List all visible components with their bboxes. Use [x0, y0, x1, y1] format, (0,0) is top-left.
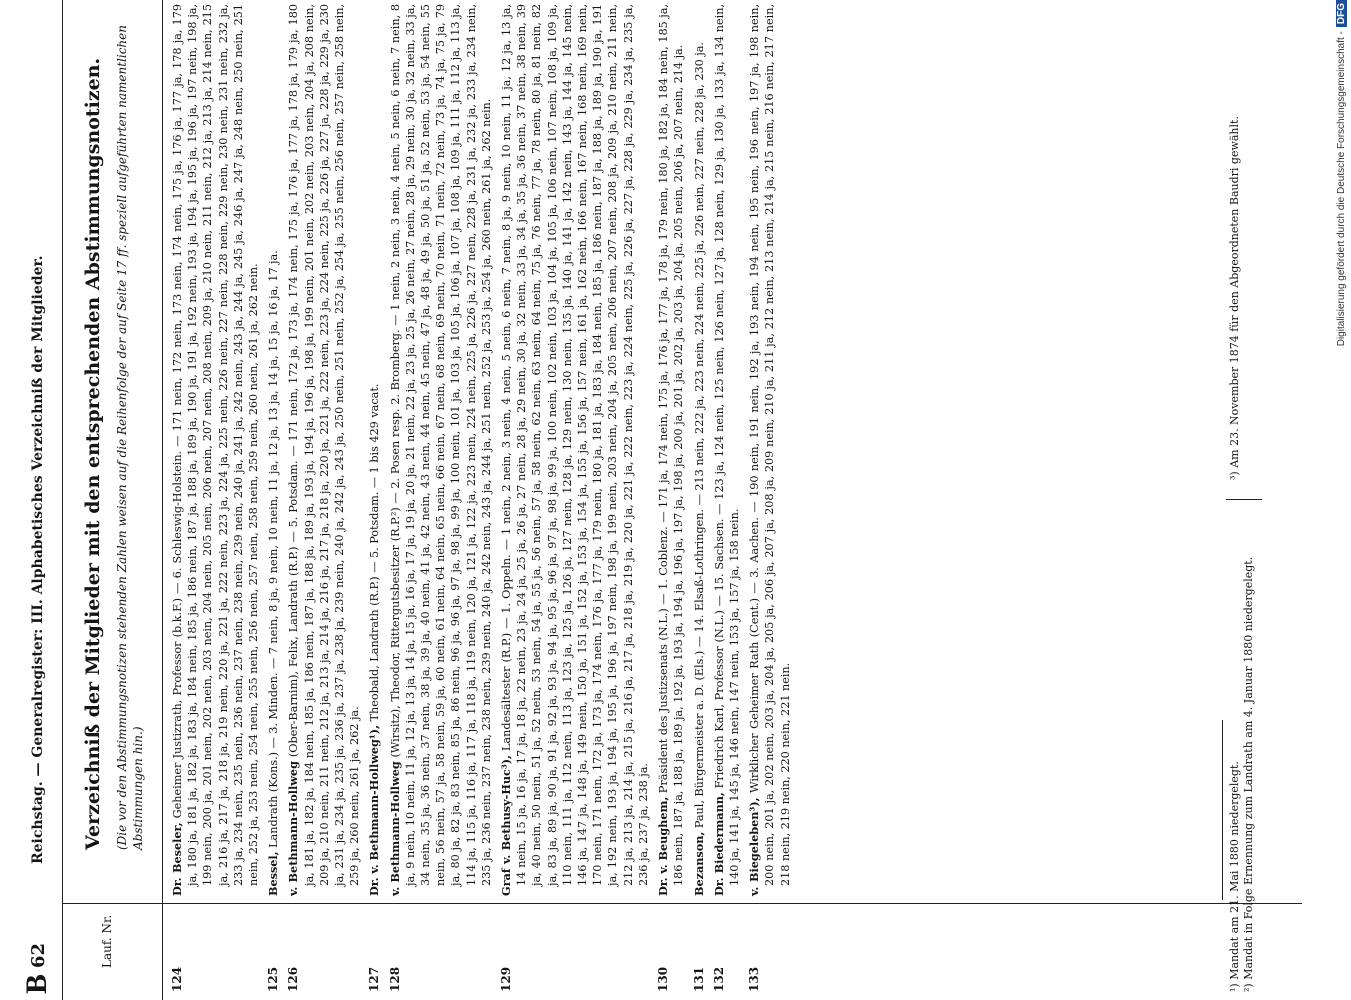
member-entry: [170, 4, 261, 992]
member-entries: [170, 4, 798, 992]
footnote: ¹) Mandat am 21. Mai 1880 niedergelegt.: [1228, 761, 1241, 992]
entry-text: Landrath (Kons.) — 3. Minden. — 7 nein, 8 ja, 9 nein, 10 nein, 11 ja, 12 ja, 13 ja, 14 ja, 15 ja, 16 ja, 17 ja.: [267, 250, 281, 848]
member-entry: [367, 4, 382, 992]
footnote: ³) Am 23. November 1874 für den Abgeordneten Baudri gewählt.: [1228, 116, 1241, 480]
section-title: Verzeichniß der Mitglieder mit den entsprechenden Abstimmungsnotizen.: [82, 57, 104, 850]
entry-text: Paul, Bürgermeister a. D. (Els.) — 14. Elsaß-Lothringen. — 213 nein, 222 ja, 223 nein, 224 nein, 225 ja, 226 nein, 227 nein, 228 ja, 230 ja.: [692, 42, 706, 829]
entry-name: v. Bethmann-Hollweg: [387, 761, 402, 896]
entry-body: [692, 4, 707, 896]
entry-text: Geheimer Justizrath, Professor (b.k.F.) — 6. Schleswig-Holstein. — 171 nein, 172 nein, 173 nein, 174 nein, 175 ja, 176 ja, 177 ja, 178 ja, 179 ja, 180 ja, 181 ja, 182 ja, 183 ja, 184 nein, 185 ja, 186 nein, 187 ja, 188 ja, 189 ja, 190 ja, 191 ja, 192 nein, 193 ja, 194 ja, 195 ja, 196 ja, 197 nein, 198 ja, 199 nein, 200 ja, 201 nein, 202 nein, 203 nein, 204 nein, 205 nein, 206 nein, 207 nein, 208 nein, 209 ja, 210 nein, 211 nein, 212 ja, 213 ja, 214 nein, 215 ja, 216 ja, 217 ja, 218 ja, 219 nein, 220 ja, 221 ja, 222 nein, 223 ja, 224 ja, 225 nein, 226 nein, 227 nein, 228 nein, 229 nein, 230 nein, 231 nein, 232 ja, 233 ja, 234 nein, 235 nein, 236 nein, 237 nein, 238 nein, 239 nein, 240 ja, 241 ja, 242 nein, 243 ja, 244 ja, 245 ja, 246 ja, 247 ja, 248 nein, 250 nein, 251 nein, 252 ja, 253 nein, 254 nein, 255 nein, 256 nein, 257 nein, 258 nein, 259 nein, 260 nein, 261 ja, 262 nein.: [171, 3, 261, 886]
entry-name: v. Biegeleben³),: [747, 797, 762, 896]
member-entry: [499, 4, 651, 992]
page-number-text: 62: [28, 942, 49, 968]
entry-number: 124: [170, 966, 184, 992]
entry-name: Bessel,: [266, 851, 281, 896]
member-entry: [266, 4, 281, 992]
footnote-divider: [1226, 499, 1262, 500]
entry-text: (Ober-Barnim), Felix, Landrath (R.P.) — 5. Potsdam. — 171 nein, 172 ja, 173 ja, 174 nein, 175 ja, 176 ja, 177 ja, 178 ja, 179 ja, 180 ja, 181 ja, 182 ja, 184 nein, 185 ja, 186 nein, 187 ja, 188 ja, 189 ja, 193 ja, 194 ja, 196 ja, 198 ja, 199 nein, 201 nein, 202 nein, 203 nein, 204 ja, 208 nein, 209 ja, 210 nein, 211 nein, 212 ja, 213 ja, 214 ja, 216 ja, 217 ja, 218 ja, 220 ja, 221 ja, 222 nein, 223 ja, 224 nein, 225 ja, 226 ja, 227 ja, 228 ja, 229 ja, 230 ja, 231 ja, 234 ja, 235 ja, 236 ja, 237 ja, 238 ja, 239 nein, 240 ja, 242 ja, 243 ja, 250 nein, 251 nein, 252 ja, 254 ja, 255 nein, 256 nein, 257 nein, 258 nein, 259 ja, 260 nein, 261 ja, 262 ja.: [287, 3, 362, 886]
entry-name: Dr. Beseler,: [170, 822, 184, 896]
footnotes-left: [1228, 522, 1256, 992]
entry-name: Dr. v. Bethmann-Hollweg¹),: [367, 725, 382, 896]
entry-text: (Wirsitz), Theodor, Rittergutsbesitzer (R.P.²) — 2. Posen resp. 2. Bromberg. — 1 nein, 2 nein, 3 nein, 4 nein, 5 nein, 6 nein, 7 nein, 8 ja, 9 nein, 10 nein, 11 ja, 12 ja, 13 ja, 14 ja, 15 ja, 16 ja, 17 ja, 19 ja, 20 ja, 21 nein, 22 ja, 23 ja, 25 ja, 26 nein, 27 nein, 28 ja, 29 nein, 30 ja, 32 nein, 33 ja, 34 nein, 35 ja, 36 nein, 37 nein, 38 ja, 39 ja, 40 nein, 41 ja, 42 nein, 43 nein, 44 nein, 45 nein, 47 ja, 48 ja, 49 ja, 50 ja, 51 ja, 52 nein, 53 ja, 54 nein, 55 nein, 56 nein, 57 ja, 58 nein, 59 ja, 60 nein, 61 nein, 64 nein, 65 nein, 66 nein, 67 nein, 68 nein, 69 nein, 70 nein, 71 nein, 72 nein, 73 ja, 74 ja, 75 ja, 79 ja, 80 ja, 82 ja, 83 nein, 85 ja, 86 nein, 96 ja, 96 ja, 97 ja, 98 ja, 99 ja, 100 nein, 101 ja, 103 ja, 105 ja, 106 ja, 107 ja, 108 ja, 109 ja, 111 ja, 112 ja, 113 ja, 114 ja, 115 ja, 116 ja, 117 ja, 118 ja, 119 nein, 120 ja, 121 ja, 122 ja, 223 nein, 224 nein, 225 ja, 226 ja, 227 nein, 228 ja, 231 ja, 232 ja, 233 ja, 234 nein, 235 ja, 236 nein, 237 nein, 238 nein, 239 nein, 240 ja, 242 nein, 243 ja, 244 ja, 251 nein, 252 ja, 253 ja, 254 ja, 260 nein, 261 ja, 262 nein.: [388, 4, 493, 886]
entry-text: Theobald, Landrath (R.P.) — 5. Potsdam. — 1 bis 429 vacat.: [368, 383, 382, 722]
entry-text: Friedrich Karl, Professor (N.L.) — 15. Sachsen. — 123 ja, 124 nein, 125 nein, 126 nein, 127 ja, 128 nein, 129 ja, 130 ja, 133 ja, 134 nein, 140 ja, 141 ja, 145 ja, 146 nein, 147 nein, 153 ja, 157 ja, 158 nein.: [712, 4, 741, 886]
entry-number: 129: [499, 966, 514, 992]
entry-name: Graf v. Bethusy-Huc³),: [499, 755, 514, 896]
digitization-text: Digitalisierung gefördert durch die Deutsche Forschungsgemeinschaft -: [1336, 31, 1347, 347]
section-marker: B: [20, 973, 53, 994]
table-head-rule: [162, 0, 163, 1000]
entry-body: [266, 4, 281, 896]
entry-number: 133: [747, 966, 762, 992]
entry-name: Dr. v. Beughem,: [656, 796, 671, 896]
entry-body: [170, 4, 261, 896]
entry-number: 132: [711, 966, 726, 992]
entry-body: [656, 4, 686, 896]
entry-body: [367, 4, 382, 896]
member-entry: [692, 4, 707, 992]
entry-name: Bezanson,: [691, 831, 706, 896]
footnote-rule: [1222, 720, 1223, 900]
entry-body: [388, 4, 494, 896]
page-number: [20, 884, 54, 994]
running-head: Reichstag. — Generalregister: III. Alphabetisches Verzeichniß der Mitglieder.: [30, 255, 46, 864]
header-rule: [62, 0, 63, 1000]
digitization-credit: [1336, 0, 1347, 980]
entry-number: 125: [266, 966, 281, 992]
entry-number: 128: [387, 966, 402, 992]
entry-number: 131: [691, 966, 706, 992]
entry-number: 127: [367, 966, 382, 992]
section-note: (Die vor den Abstimmungsnotizen stehenden Zahlen weisen auf die Reihenfolge der auf Seite 17 ff. speziell aufgeführten namentlichen Abstimmungen hin.): [115, 25, 145, 850]
entry-text: Wirklicher Geheimer Rath (Cent.) — 3. Aachen. — 190 nein, 191 nein, 192 ja, 193 nein, 194 nein, 195 nein, 196 nein, 197 ja, 198 nein, 200 nein, 201 ja, 202 nein, 203 ja, 204 ja, 205 ja, 206 ja, 207 ja, 208 ja, 209 nein, 210 ja, 211 ja, 212 nein, 213 nein, 214 ja, 215 nein, 216 nein, 217 nein, 218 nein, 219 nein, 220 nein, 221 nein.: [748, 4, 792, 886]
column-head-lauf-nr: Lauf. Nr.: [100, 914, 114, 968]
entry-name: Dr. Biedermann,: [711, 792, 726, 896]
member-entry: [286, 4, 362, 992]
member-entry: [712, 4, 742, 992]
dfg-logo: DFG: [1336, 0, 1347, 27]
member-entry: [656, 4, 686, 992]
member-entry: [388, 4, 494, 992]
member-entry: [747, 4, 793, 992]
footnote: ²) Mandat in Folge Ernennung zum Landrath am 4. Januar 1880 niedergelegt.: [1242, 556, 1255, 992]
entry-name: v. Bethmann-Hollweg: [286, 761, 301, 896]
entry-text: Präsident des Justizsenats (N.L.) — 1. Coblenz. — 171 ja, 174 nein, 175 ja, 176 ja, 177 ja, 178 ja, 179 nein, 180 ja, 182 ja, 184 nein, 185 ja, 186 nein, 187 ja, 188 ja, 189 ja, 192 ja, 193 ja, 194 ja, 196 ja, 197 ja, 198 ja, 200 ja, 201 ja, 202 ja, 203 ja, 204 ja, 205 nein, 206 ja, 207 nein, 214 ja.: [657, 4, 686, 886]
entry-body: [499, 4, 651, 896]
entry-number: 130: [656, 966, 671, 992]
entry-number: 126: [286, 966, 301, 992]
entry-body: [747, 4, 793, 896]
entry-body: [286, 4, 362, 896]
entry-text: Landesältester (R.P.) — 1. Oppeln. — 1 nein, 2 nein, 3 nein, 4 nein, 5 nein, 6 nein, 7 nein, 8 ja, 9 nein, 10 nein, 11 ja, 12 ja, 13 ja, 14 nein, 15 ja, 16 ja, 17 ja, 18 ja, 22 nein, 23 ja, 24 ja, 25 ja, 26 ja, 27 nein, 28 ja, 29 nein, 30 ja, 32 nein, 33 ja, 34 ja, 35 ja, 36 nein, 37 nein, 38 nein, 39 ja, 40 nein, 50 nein, 51 ja, 52 nein, 53 nein, 54 ja, 55 ja, 56 nein, 57 ja, 58 nein, 62 nein, 63 nein, 64 nein, 75 ja, 76 nein, 77 ja, 78 nein, 80 ja, 81 nein, 82 ja, 83 ja, 89 ja, 90 ja, 91 ja, 92 ja, 93 ja, 94 ja, 95 ja, 96 ja, 97 ja, 98 ja, 99 ja, 100 nein, 102 nein, 103 ja, 104 ja, 105 ja, 106 nein, 107 nein, 108 ja, 109 ja, 110 nein, 111 ja, 112 nein, 113 ja, 123 ja, 125 ja, 126 ja, 127 nein, 128 ja, 129 nein, 130 nein, 135 ja, 140 ja, 141 ja, 142 nein, 143 ja, 144 ja, 145 nein, 146 ja, 147 ja, 148 ja, 149 nein, 150 ja, 151 ja, 152 ja, 153 ja, 154 ja, 155 ja, 156 ja, 157 nein, 161 ja, 162 nein, 166 nein, 167 nein, 168 nein, 169 nein, 170 nein, 171 nein, 172 ja, 173 ja, 174 nein, 176 ja, 177 ja, 179 nein, 180 ja, 181 ja, 183 ja, 184 nein, 185 ja, 186 nein, 187 ja, 188 ja, 189 ja, 190 ja, 191 ja, 192 nein, 193 ja, 194 ja, 195 ja, 196 ja, 197 nein, 198 ja, 199 nein, 203 nein, 204 ja, 205 nein, 206 nein, 207 nein, 208 ja, 209 ja, 210 nein, 211 nein, 212 ja, 213 ja, 214 ja, 215 ja, 216 ja, 217 ja, 218 ja, 219 ja, 220 ja, 221 ja, 222 nein, 223 ja, 224 nein, 225 ja, 226 ja, 227 ja, 228 ja, 229 ja, 234 ja, 235 ja, 236 ja, 237 ja, 238 ja.: [500, 4, 650, 886]
footnotes-right: [1228, 10, 1242, 480]
entry-body: [712, 4, 742, 896]
